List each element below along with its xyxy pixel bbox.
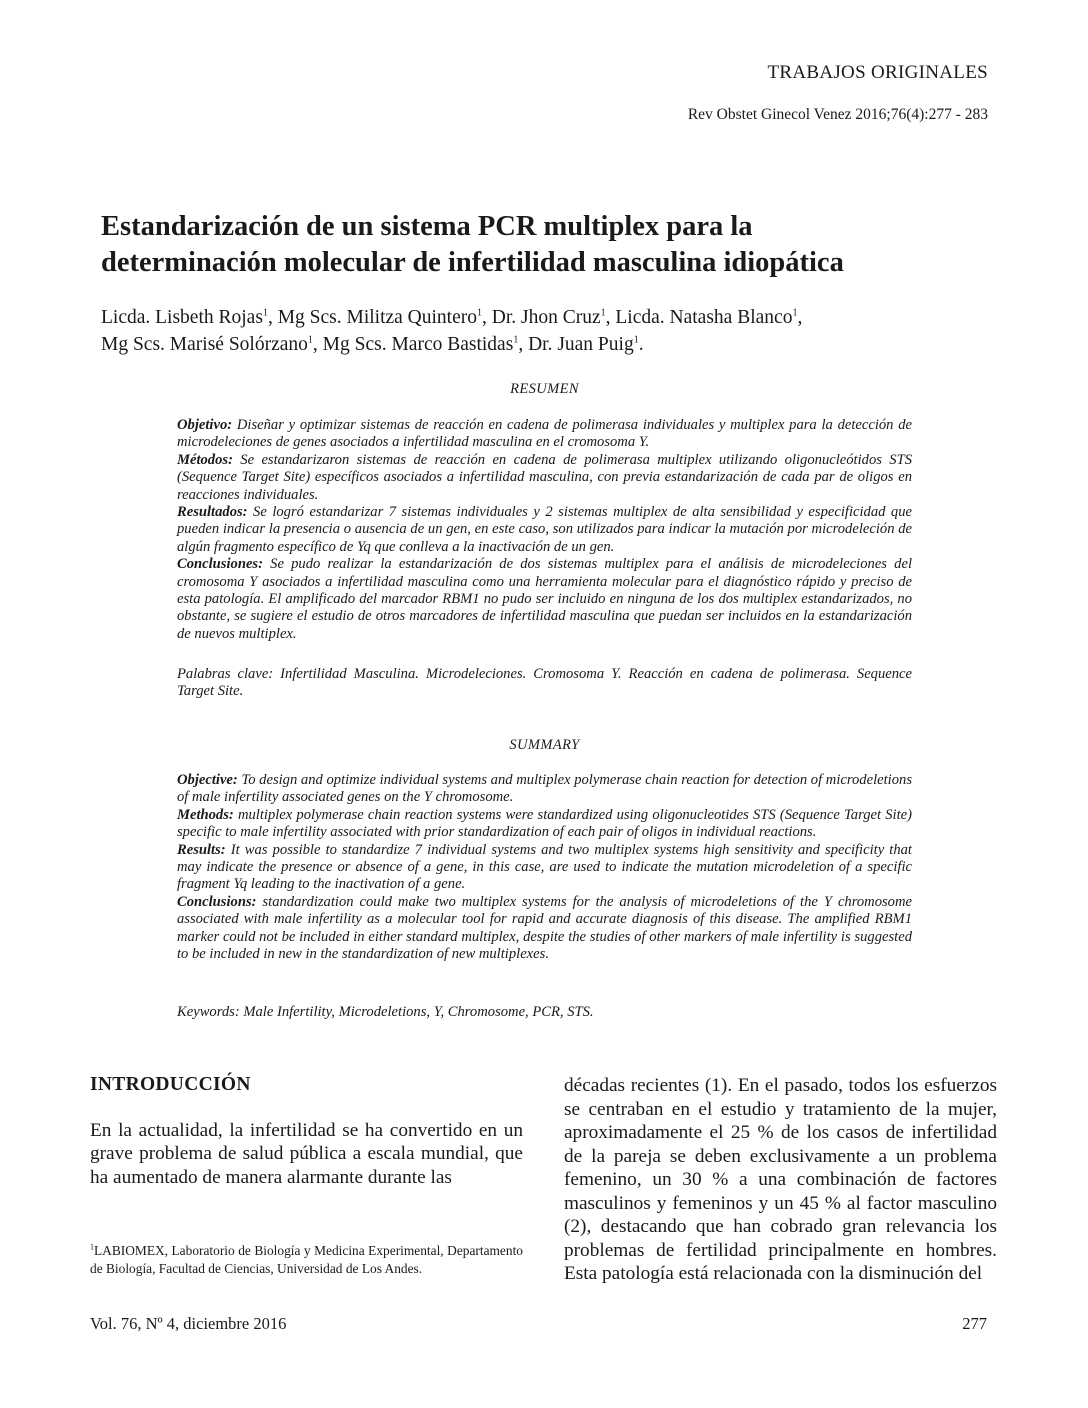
- author-affiliation-marker: 1: [633, 334, 639, 346]
- section-label: TRABAJOS ORIGINALES: [767, 62, 988, 83]
- author-affiliation-marker: 1: [600, 307, 606, 319]
- author-separator: .: [638, 334, 644, 355]
- summary-section-label: Results:: [177, 841, 226, 858]
- summary-section-text: To design and optimize individual systems and multiplex polymerase chain reaction for detection of microdeletions of male infertility associated genes on the Y chromosome.: [177, 772, 912, 806]
- resumen-section-label: Resultados:: [177, 504, 248, 521]
- title-line-1: Estandarización de un sistema PCR multiplex para la: [101, 211, 753, 242]
- resumen-body: [177, 417, 912, 643]
- summary-keywords: Keywords: Male Infertility, Microdeletions, Y, Chromosome, PCR, STS.: [177, 1004, 594, 1020]
- author-name: Licda. Lisbeth Rojas: [101, 307, 263, 328]
- left-column: [90, 1073, 523, 1189]
- resumen-section: [177, 504, 912, 556]
- author-separator: ,: [312, 334, 323, 355]
- summary-section-label: Conclusions:: [177, 893, 257, 910]
- resumen-section-text: Se pudo realizar la estandarización de dos sistemas multiplex para el análisis de microdeleciones del cromosoma Y asociados a infertilidad masculina como una herramienta molecular para el diagnóstico rápido y preciso de esta patología. El amplificado del marcador RBM1 no pudo ser incluido en ninguna de los dos multiplex estandarizados, no obstante, se sugiere el estudio de otros marcadores de infertilidad masculina que puedan ser incluidos en la estandarización de nuevos multiplex.: [177, 556, 912, 642]
- resumen-section-text: Diseñar y optimizar sistemas de reacción en cadena de polimerasa individuales y multiplex para la detección de microdeleciones de genes asociados a infertilidad masculina en el cromosoma Y.: [177, 417, 912, 451]
- author-name: Licda. Natasha Blanco: [615, 307, 793, 328]
- footer-issue: Vol. 76, Nº 4, diciembre 2016: [90, 1314, 287, 1333]
- footnote-marker: 1: [90, 1242, 94, 1252]
- summary-heading: SUMMARY: [509, 737, 580, 753]
- affiliation-footnote: [90, 1242, 523, 1278]
- resumen-section: [177, 417, 912, 452]
- author-separator: ,: [518, 334, 529, 355]
- author-name: Mg Scs. Marisé Solórzano: [101, 334, 308, 355]
- author-affiliation-marker: 1: [307, 334, 313, 346]
- journal-citation: Rev Obstet Ginecol Venez 2016;76(4):277 - 283: [687, 106, 988, 123]
- right-column: [564, 1074, 997, 1286]
- author-separator: ,: [605, 307, 616, 328]
- footnote-text: LABIOMEX, Laboratorio de Biología y Medicina Experimental, Departamento de Biología, Facultad de Ciencias, Universidad de Los Andes.: [90, 1243, 523, 1276]
- resumen-section-label: Métodos:: [177, 451, 233, 468]
- author-name: Mg Scs. Marco Bastidas: [322, 334, 514, 355]
- introduction-text-left: En la actualidad, la infertilidad se ha convertido en un grave problema de salud pública a escala mundial, que ha aumentado de manera alarmante durante las: [90, 1119, 523, 1188]
- introduction-text-right: décadas recientes (1). En el pasado, todos los esfuerzos se centraban en el estudio y tratamiento de la mujer, aproximadamente el 25 % de los casos de infertilidad de la pareja se deben exclusivamente a un problema femenino, un 30 % a una combinación de factores masculinos y femeninos y un 45 % al factor masculino (2), destacando que han cobrado gran relevancia los problemas de fertilidad principalmente en hombres. Esta patología está relacionada con la disminución del: [564, 1075, 997, 1284]
- summary-section: [177, 807, 912, 842]
- resumen-section-label: Conclusiones:: [177, 556, 263, 573]
- author-name: Dr. Juan Puig: [528, 334, 634, 355]
- article-title: [101, 209, 1001, 281]
- summary-body: [177, 772, 912, 963]
- author-name: Mg Scs. Militza Quintero: [277, 307, 478, 328]
- introduction-heading: INTRODUCCIÓN: [90, 1074, 251, 1095]
- author-separator: ,: [482, 307, 492, 328]
- author-name: Dr. Jhon Cruz: [491, 307, 601, 328]
- author-list: [101, 304, 1001, 358]
- summary-section: [177, 894, 912, 964]
- author-affiliation-marker: 1: [262, 307, 268, 319]
- page-number: 277: [962, 1314, 987, 1333]
- summary-section-label: Methods:: [177, 806, 234, 823]
- author-affiliation-marker: 1: [792, 307, 798, 319]
- resumen-section: [177, 556, 912, 643]
- summary-section-text: standardization could make two multiplex systems for the analysis of microdeletions of the Y chromosome associated with male infertility as a molecular tool for rapid and accurate diagnosis of this disease. The amplified RBM1 marker could not be included in either standard multiplex, despite the studies of other markers of male infertility is suggested to be included in new in the standardization of new multiplexes.: [177, 893, 912, 963]
- summary-section: [177, 842, 912, 894]
- summary-section-text: multiplex polymerase chain reaction systems were standardized using oligonucleotides STS (Sequence Target Site) specific to male infertility associated with prior standardization of each pair of oligos in individual reactions.: [177, 806, 912, 841]
- author-separator: ,: [797, 307, 803, 328]
- resumen-section-label: Objetivo:: [177, 417, 233, 433]
- summary-section-label: Objective:: [177, 772, 238, 788]
- summary-section-text: It was possible to standardize 7 individual systems and two multiplex systems high sensitivity and specificity that may indicate the presence or absence of a gene, in this case, are used to indicate the mutation microdeletion of a specific fragment Yq leading to the inactivation of a gene.: [177, 841, 912, 893]
- title-line-2: determinación molecular de infertilidad masculina idiopática: [101, 247, 844, 278]
- resumen-keywords: Palabras clave: Infertilidad Masculina. Microdeleciones. Cromosoma Y. Reacción en cadena de polimerasa. Sequence Target Site.: [177, 666, 912, 700]
- summary-section: [177, 772, 912, 807]
- author-affiliation-marker: 1: [477, 307, 483, 319]
- author-separator: ,: [267, 307, 278, 328]
- resumen-section-text: Se estandarizaron sistemas de reacción en cadena de polimerasa multiplex utilizando oligonucleótidos STS (Sequence Target Site) específicos asociados a infertilidad masculina, con previa estandarización de cada par de oligos en reacciones individuales.: [177, 451, 912, 503]
- author-affiliation-marker: 1: [513, 334, 519, 346]
- resumen-section: [177, 452, 912, 504]
- resumen-section-text: Se logró estandarizar 7 sistemas individuales y 2 sistemas multiplex de alta sensibilidad y especificidad que pueden indicar la presencia o ausencia de un gen, en este caso, son utilizados para indicar la mutación por microdeleción de algún fragmento específico de Yq que conlleva a la inactivación de un gen.: [177, 504, 912, 555]
- resumen-heading: RESUMEN: [510, 381, 579, 397]
